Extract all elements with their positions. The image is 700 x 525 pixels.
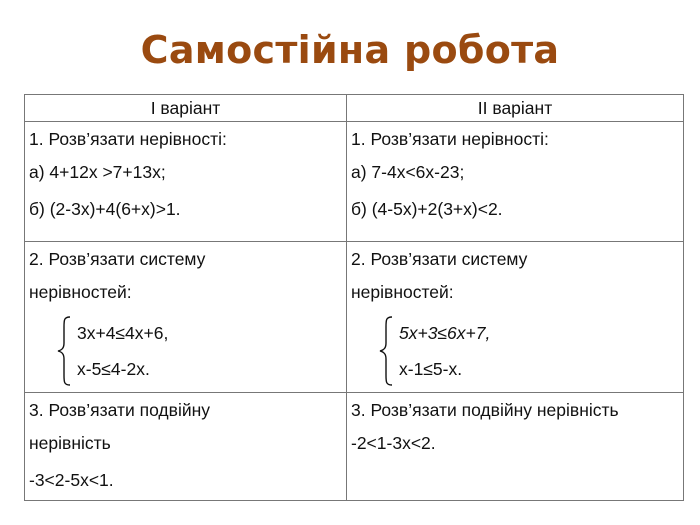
curly-brace-icon [55,315,75,387]
task-heading: 3. Розв’язати подвійну нерівність [351,400,619,420]
column-header-variant-2: II варіант [347,95,684,122]
table-row-task-3 [25,393,684,501]
task-item-b: б) (4-5x)+2(3+x)<2. [351,199,503,219]
curly-brace-icon [377,315,397,387]
task-expression: -2<1-3x<2. [351,433,436,453]
task-expression: -3<2-5x<1. [29,470,114,490]
variant-1-task-1-cell [25,122,347,242]
variant-2-task-3-cell [347,393,684,501]
system-equation-1: 5x+3≤6x+7, [399,323,491,343]
variant-2-task-1-cell [347,122,684,242]
task-heading-line-2: нерівність [29,433,111,453]
system-equation-1: 3x+4≤4x+6, [77,323,169,343]
task-item-b: б) (2-3x)+4(6+x)>1. [29,199,181,219]
system-equation-2: x-5≤4-2x. [77,359,150,379]
variant-1-task-3-cell [25,393,347,501]
task-item-a: а) 7-4x<6x-23; [351,162,465,182]
task-heading: 1. Розв’язати нерівності: [351,129,549,149]
task-heading-line-1: 2. Розв’язати систему [351,249,528,269]
variant-2-task-2-cell [347,242,684,393]
inequality-system [351,313,679,391]
page-title: Самостійна робота [140,28,560,72]
table-row-task-2 [25,242,684,393]
task-heading-line-1: 3. Розв’язати подвійну [29,400,211,420]
system-equation-2: x-1≤5-x. [399,359,463,379]
task-item-a: а) 4+12x >7+13x; [29,162,166,182]
table-header-row [25,95,684,122]
assignment-table [24,94,684,501]
column-header-variant-1: I варіант [25,95,347,122]
task-heading-line-2: нерівностей: [351,282,454,302]
task-heading-line-2: нерівностей: [29,282,132,302]
task-heading: 1. Розв’язати нерівності: [29,129,227,149]
task-heading-line-1: 2. Розв’язати систему [29,249,206,269]
inequality-system [29,313,342,391]
variant-1-task-2-cell [25,242,347,393]
table-row-task-1 [25,122,684,242]
